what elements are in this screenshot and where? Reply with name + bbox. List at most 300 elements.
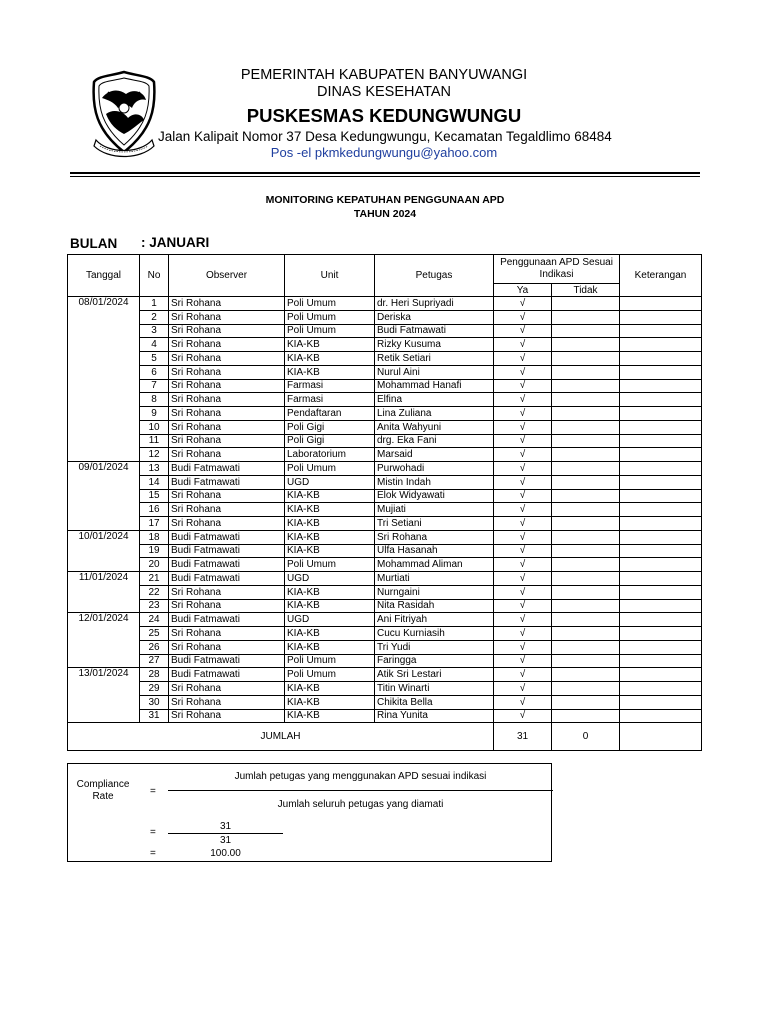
denominator-value: 31: [219, 835, 232, 846]
cell-keterangan: [620, 517, 702, 531]
cell-unit: KIA-KB: [285, 585, 375, 599]
cell-no: 27: [140, 654, 169, 668]
cell-tanggal: 13/01/2024: [68, 668, 140, 682]
col-header-ya: Ya: [494, 284, 552, 297]
cell-no: 7: [140, 379, 169, 393]
cell-observer: Budi Fatmawati: [169, 475, 285, 489]
cell-tidak: [552, 613, 620, 627]
table-row: [68, 434, 702, 448]
cell-unit: KIA-KB: [285, 530, 375, 544]
equals-sign: =: [150, 848, 156, 859]
cell-unit: Poli Umum: [285, 297, 375, 311]
cell-keterangan: [620, 544, 702, 558]
cell-no: 11: [140, 434, 169, 448]
cell-tidak: [552, 462, 620, 476]
cell-observer: Sri Rohana: [169, 420, 285, 434]
cell-keterangan: [620, 585, 702, 599]
cell-ya: √: [494, 640, 552, 654]
cell-tidak: [552, 448, 620, 462]
col-header-observer: Observer: [169, 255, 285, 297]
cell-petugas: Atik Sri Lestari: [375, 668, 494, 682]
cell-unit: Poli Gigi: [285, 420, 375, 434]
cell-unit: KIA-KB: [285, 544, 375, 558]
cell-unit: Pendaftaran: [285, 407, 375, 421]
table-row: [68, 585, 702, 599]
cell-tanggal: [68, 434, 140, 448]
cell-ya: √: [494, 682, 552, 696]
total-keterangan: [620, 723, 702, 751]
cell-keterangan: [620, 695, 702, 709]
cell-petugas: Lina Zuliana: [375, 407, 494, 421]
cell-petugas: Chikita Bella: [375, 695, 494, 709]
cell-ya: √: [494, 668, 552, 682]
cell-petugas: Mohammad Hanafi: [375, 379, 494, 393]
cell-petugas: Elok Widyawati: [375, 489, 494, 503]
cell-tidak: [552, 379, 620, 393]
cell-no: 8: [140, 393, 169, 407]
cell-observer: Budi Fatmawati: [169, 613, 285, 627]
cell-keterangan: [620, 654, 702, 668]
cell-ya: √: [494, 709, 552, 723]
compliance-result: 100.00: [210, 848, 241, 859]
cell-tidak: [552, 530, 620, 544]
cell-ya: √: [494, 517, 552, 531]
total-label: JUMLAH: [68, 723, 494, 751]
cell-observer: Sri Rohana: [169, 310, 285, 324]
cell-tidak: [552, 365, 620, 379]
cell-no: 23: [140, 599, 169, 613]
cell-ya: √: [494, 448, 552, 462]
cell-tanggal: [68, 489, 140, 503]
cell-no: 19: [140, 544, 169, 558]
cell-petugas: Titin Winarti: [375, 682, 494, 696]
cell-tidak: [552, 585, 620, 599]
cell-no: 6: [140, 365, 169, 379]
table-row: [68, 352, 702, 366]
table-row: [68, 310, 702, 324]
cell-tidak: [552, 640, 620, 654]
cell-unit: Poli Umum: [285, 558, 375, 572]
cell-unit: KIA-KB: [285, 695, 375, 709]
cell-observer: Budi Fatmawati: [169, 654, 285, 668]
cell-keterangan: [620, 365, 702, 379]
cell-observer: Sri Rohana: [169, 695, 285, 709]
cell-unit: UGD: [285, 475, 375, 489]
cell-ya: √: [494, 462, 552, 476]
cell-ya: √: [494, 352, 552, 366]
fraction-line: [168, 790, 553, 791]
cell-unit: KIA-KB: [285, 489, 375, 503]
cell-no: 25: [140, 627, 169, 641]
cell-petugas: Murtiati: [375, 572, 494, 586]
cell-petugas: Nita Rasidah: [375, 599, 494, 613]
cell-tidak: [552, 558, 620, 572]
cell-observer: Budi Fatmawati: [169, 462, 285, 476]
cell-no: 17: [140, 517, 169, 531]
col-header-petugas: Petugas: [375, 255, 494, 297]
cell-tanggal: [68, 585, 140, 599]
table-row: [68, 393, 702, 407]
cell-unit: KIA-KB: [285, 338, 375, 352]
cell-keterangan: [620, 379, 702, 393]
cell-keterangan: [620, 352, 702, 366]
cell-ya: √: [494, 365, 552, 379]
cell-no: 15: [140, 489, 169, 503]
table-row: [68, 489, 702, 503]
cell-keterangan: [620, 420, 702, 434]
cell-unit: UGD: [285, 613, 375, 627]
cell-ya: √: [494, 544, 552, 558]
cell-no: 4: [140, 338, 169, 352]
table-row: [68, 420, 702, 434]
month-label: BULAN: [70, 236, 118, 251]
cell-keterangan: [620, 558, 702, 572]
col-header-no: No: [140, 255, 169, 297]
cell-tidak: [552, 544, 620, 558]
cell-keterangan: [620, 448, 702, 462]
cell-keterangan: [620, 572, 702, 586]
cell-no: 28: [140, 668, 169, 682]
cell-tanggal: 09/01/2024: [68, 462, 140, 476]
cell-keterangan: [620, 709, 702, 723]
cell-tanggal: [68, 352, 140, 366]
cell-keterangan: [620, 434, 702, 448]
cell-petugas: Tri Yudi: [375, 640, 494, 654]
cell-observer: Budi Fatmawati: [169, 558, 285, 572]
cell-tidak: [552, 338, 620, 352]
cell-observer: Sri Rohana: [169, 709, 285, 723]
cell-observer: Sri Rohana: [169, 393, 285, 407]
header-rule-thin: [70, 176, 700, 177]
cell-tidak: [552, 654, 620, 668]
cell-ya: √: [494, 599, 552, 613]
department-name: DINAS KESEHATAN: [316, 84, 452, 100]
cell-observer: Sri Rohana: [169, 489, 285, 503]
apd-monitoring-table: [67, 254, 702, 751]
cell-tidak: [552, 695, 620, 709]
cell-no: 3: [140, 324, 169, 338]
table-row: [68, 640, 702, 654]
table-row: [68, 338, 702, 352]
address: Jalan Kalipait Nomor 37 Desa Kedungwungu, Kecamatan Tegaldlimo 68484: [158, 129, 612, 144]
cell-unit: Poli Umum: [285, 462, 375, 476]
cell-unit: KIA-KB: [285, 599, 375, 613]
cell-tanggal: [68, 448, 140, 462]
cell-ya: √: [494, 530, 552, 544]
cell-ya: √: [494, 572, 552, 586]
cell-unit: KIA-KB: [285, 503, 375, 517]
denominator-text: Jumlah seluruh petugas yang diamati: [277, 799, 444, 810]
cell-tanggal: [68, 407, 140, 421]
cell-unit: Farmasi: [285, 393, 375, 407]
cell-petugas: Rizky Kusuma: [375, 338, 494, 352]
cell-tanggal: [68, 338, 140, 352]
cell-keterangan: [620, 393, 702, 407]
cell-tidak: [552, 517, 620, 531]
cell-no: 26: [140, 640, 169, 654]
cell-observer: Sri Rohana: [169, 448, 285, 462]
cell-ya: √: [494, 585, 552, 599]
cell-ya: √: [494, 297, 552, 311]
cell-tidak: [552, 668, 620, 682]
cell-petugas: Elfina: [375, 393, 494, 407]
cell-petugas: Nurngaini: [375, 585, 494, 599]
table-row: [68, 558, 702, 572]
table-row: [68, 544, 702, 558]
cell-ya: √: [494, 613, 552, 627]
cell-ya: √: [494, 310, 552, 324]
table-row: [68, 572, 702, 586]
cell-petugas: Rina Yunita: [375, 709, 494, 723]
cell-observer: Sri Rohana: [169, 517, 285, 531]
cell-petugas: Mujiati: [375, 503, 494, 517]
cell-keterangan: [620, 324, 702, 338]
cell-unit: KIA-KB: [285, 682, 375, 696]
cell-keterangan: [620, 297, 702, 311]
cell-ya: √: [494, 695, 552, 709]
cell-tanggal: [68, 682, 140, 696]
cell-observer: Sri Rohana: [169, 503, 285, 517]
cell-unit: KIA-KB: [285, 365, 375, 379]
cell-petugas: Purwohadi: [375, 462, 494, 476]
cell-tanggal: [68, 310, 140, 324]
cell-tidak: [552, 310, 620, 324]
cell-tidak: [552, 599, 620, 613]
cell-ya: √: [494, 379, 552, 393]
table-row: [68, 448, 702, 462]
cell-unit: Poli Umum: [285, 654, 375, 668]
cell-keterangan: [620, 640, 702, 654]
cell-tanggal: [68, 558, 140, 572]
email: Pos -el pkmkedungwungu@yahoo.com: [270, 145, 498, 160]
document-year: TAHUN 2024: [353, 208, 417, 220]
cell-no: 30: [140, 695, 169, 709]
cell-keterangan: [620, 599, 702, 613]
cell-observer: Sri Rohana: [169, 585, 285, 599]
cell-keterangan: [620, 613, 702, 627]
cell-unit: Poli Umum: [285, 324, 375, 338]
cell-no: 31: [140, 709, 169, 723]
table-row: [68, 379, 702, 393]
cell-ya: √: [494, 393, 552, 407]
numerator-value: 31: [219, 821, 232, 832]
cell-tanggal: [68, 379, 140, 393]
cell-tanggal: [68, 475, 140, 489]
cell-tanggal: [68, 599, 140, 613]
cell-observer: Sri Rohana: [169, 407, 285, 421]
cell-ya: √: [494, 420, 552, 434]
cell-tidak: [552, 324, 620, 338]
month-value: : JANUARI: [141, 235, 210, 250]
cell-tidak: [552, 489, 620, 503]
equals-sign: =: [150, 827, 156, 838]
table-row: [68, 407, 702, 421]
table-row: [68, 627, 702, 641]
cell-keterangan: [620, 338, 702, 352]
cell-observer: Sri Rohana: [169, 338, 285, 352]
table-row: [68, 654, 702, 668]
cell-no: 13: [140, 462, 169, 476]
cell-keterangan: [620, 503, 702, 517]
cell-unit: KIA-KB: [285, 627, 375, 641]
table-row: [68, 324, 702, 338]
cell-tanggal: 08/01/2024: [68, 297, 140, 311]
cell-petugas: dr. Heri Supriyadi: [375, 297, 494, 311]
cell-ya: √: [494, 434, 552, 448]
cell-unit: KIA-KB: [285, 352, 375, 366]
cell-observer: Sri Rohana: [169, 599, 285, 613]
col-header-keterangan: Keterangan: [620, 255, 702, 297]
cell-petugas: Mohammad Aliman: [375, 558, 494, 572]
cell-tidak: [552, 420, 620, 434]
table-row: [68, 365, 702, 379]
cell-unit: Poli Umum: [285, 310, 375, 324]
equals-sign: =: [150, 786, 156, 797]
cell-tanggal: [68, 324, 140, 338]
cell-observer: Sri Rohana: [169, 434, 285, 448]
table-body: [68, 297, 702, 723]
col-header-tanggal: Tanggal: [68, 255, 140, 297]
table-row: [68, 709, 702, 723]
cell-no: 29: [140, 682, 169, 696]
cell-petugas: Cucu Kurniasih: [375, 627, 494, 641]
cell-ya: √: [494, 407, 552, 421]
cell-tanggal: [68, 695, 140, 709]
cell-tidak: [552, 475, 620, 489]
cell-petugas: Faringga: [375, 654, 494, 668]
cell-keterangan: [620, 668, 702, 682]
cell-observer: Sri Rohana: [169, 297, 285, 311]
total-tidak: 0: [552, 723, 620, 751]
cell-no: 1: [140, 297, 169, 311]
cell-keterangan: [620, 407, 702, 421]
cell-no: 20: [140, 558, 169, 572]
cell-tidak: [552, 434, 620, 448]
cell-keterangan: [620, 489, 702, 503]
cell-no: 22: [140, 585, 169, 599]
cell-tanggal: [68, 627, 140, 641]
cell-no: 9: [140, 407, 169, 421]
cell-unit: Poli Gigi: [285, 434, 375, 448]
cell-keterangan: [620, 627, 702, 641]
cell-observer: Sri Rohana: [169, 379, 285, 393]
cell-tanggal: [68, 709, 140, 723]
table-row: [68, 462, 702, 476]
cell-unit: UGD: [285, 572, 375, 586]
cell-tidak: [552, 572, 620, 586]
cell-tanggal: [68, 503, 140, 517]
table-row: [68, 668, 702, 682]
cell-unit: KIA-KB: [285, 517, 375, 531]
cell-no: 10: [140, 420, 169, 434]
cell-no: 24: [140, 613, 169, 627]
cell-tanggal: [68, 420, 140, 434]
cell-observer: Budi Fatmawati: [169, 544, 285, 558]
cell-tanggal: 10/01/2024: [68, 530, 140, 544]
compliance-rate-box: [67, 763, 552, 862]
cell-petugas: Deriska: [375, 310, 494, 324]
cell-observer: Budi Fatmawati: [169, 572, 285, 586]
table-row: [68, 297, 702, 311]
cell-petugas: Marsaid: [375, 448, 494, 462]
cell-observer: Sri Rohana: [169, 324, 285, 338]
table-row: [68, 682, 702, 696]
table-row: [68, 517, 702, 531]
cell-ya: √: [494, 489, 552, 503]
cell-tanggal: 11/01/2024: [68, 572, 140, 586]
cell-tidak: [552, 352, 620, 366]
cell-ya: √: [494, 338, 552, 352]
table-row: [68, 599, 702, 613]
cell-tidak: [552, 407, 620, 421]
cell-petugas: Sri Rohana: [375, 530, 494, 544]
cell-petugas: Mistin Indah: [375, 475, 494, 489]
cell-no: 2: [140, 310, 169, 324]
document-title: MONITORING KEPATUHAN PENGGUNAAN APD: [265, 194, 505, 206]
cell-tanggal: 12/01/2024: [68, 613, 140, 627]
cell-ya: √: [494, 475, 552, 489]
cell-tidak: [552, 682, 620, 696]
cell-tanggal: [68, 640, 140, 654]
cell-tanggal: [68, 365, 140, 379]
cell-petugas: Nurul Aini: [375, 365, 494, 379]
cell-petugas: Ulfa Hasanah: [375, 544, 494, 558]
cell-observer: Sri Rohana: [169, 365, 285, 379]
cell-no: 18: [140, 530, 169, 544]
total-ya: 31: [494, 723, 552, 751]
cell-tidak: [552, 297, 620, 311]
cell-observer: Sri Rohana: [169, 640, 285, 654]
cell-unit: Poli Umum: [285, 668, 375, 682]
cell-petugas: Retik Setiari: [375, 352, 494, 366]
table-row: [68, 503, 702, 517]
cell-keterangan: [620, 682, 702, 696]
cell-unit: Farmasi: [285, 379, 375, 393]
col-header-tidak: Tidak: [552, 284, 620, 297]
cell-tidak: [552, 709, 620, 723]
table-row: [68, 695, 702, 709]
table-row: [68, 475, 702, 489]
cell-petugas: drg. Eka Fani: [375, 434, 494, 448]
cell-observer: Sri Rohana: [169, 682, 285, 696]
banyuwangi-emblem-icon: [88, 68, 160, 162]
cell-observer: Budi Fatmawati: [169, 530, 285, 544]
cell-tanggal: [68, 544, 140, 558]
cell-ya: √: [494, 324, 552, 338]
cell-tidak: [552, 393, 620, 407]
cell-tanggal: [68, 654, 140, 668]
cell-petugas: Budi Fatmawati: [375, 324, 494, 338]
cell-keterangan: [620, 462, 702, 476]
government-name: PEMERINTAH KABUPATEN BANYUWANGI: [240, 67, 528, 83]
cell-keterangan: [620, 310, 702, 324]
cell-ya: √: [494, 654, 552, 668]
col-header-apd: Penggunaan APD Sesuai Indikasi: [494, 255, 620, 284]
header-rule-thick: [70, 172, 700, 174]
cell-ya: √: [494, 503, 552, 517]
cell-no: 21: [140, 572, 169, 586]
cell-ya: √: [494, 627, 552, 641]
cell-keterangan: [620, 530, 702, 544]
cell-petugas: Anita Wahyuni: [375, 420, 494, 434]
cell-petugas: Ani Fitriyah: [375, 613, 494, 627]
cell-no: 16: [140, 503, 169, 517]
cell-ya: √: [494, 558, 552, 572]
puskesmas-name: PUSKESMAS KEDUNGWUNGU: [246, 105, 522, 126]
cell-unit: KIA-KB: [285, 709, 375, 723]
cell-observer: Sri Rohana: [169, 627, 285, 641]
cell-tidak: [552, 627, 620, 641]
